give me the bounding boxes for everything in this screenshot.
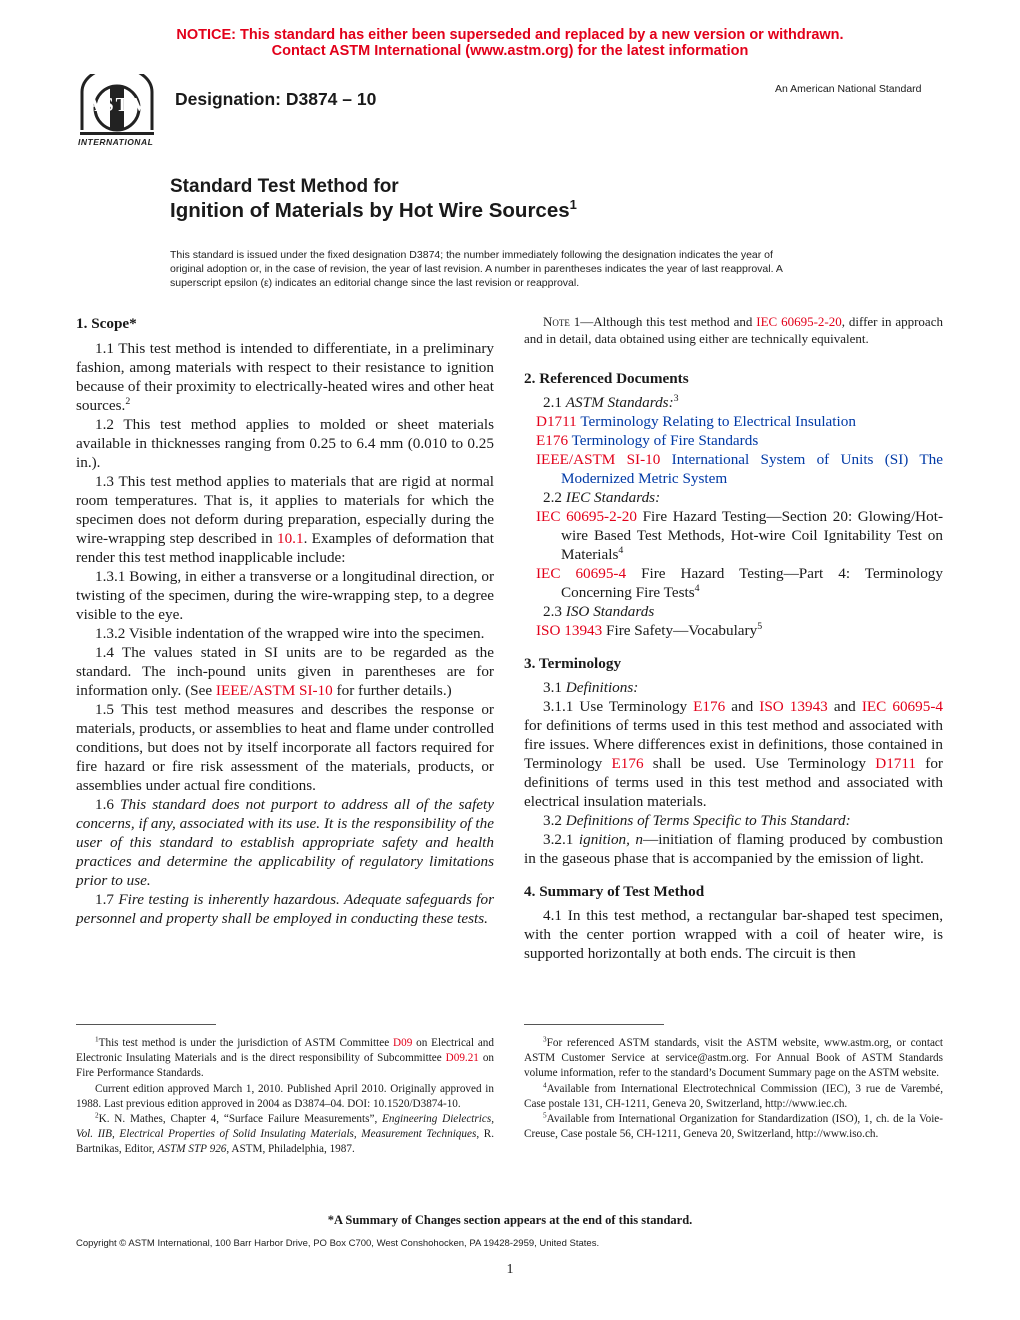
link-d09-21[interactable]: D09.21 [445,1052,479,1065]
right-column [524,314,943,963]
ref-title[interactable]: Terminology of Fire Standards [571,432,759,449]
designation: Designation: D3874 – 10 [175,89,377,109]
ref-code[interactable]: IEEE/ASTM SI-10 [536,451,661,468]
para-2-2: 2.2 IEC Standards: [543,489,661,506]
title-footnote-mark: 1 [569,197,577,213]
title-line-2 [170,199,577,223]
link-iso-13943[interactable]: ISO 13943 [759,698,828,715]
link-d1711[interactable]: D1711 [875,755,917,772]
title-main: Ignition of Materials by Hot Wire Sources [170,199,570,222]
ref-si10 [524,450,943,488]
para-1-3-1: 1.3.1 Bowing, in either a transverse or a longitudinal direction, or twisting of the specimen, during the wire-wrapping step, to a degree visible to the eye. [76,568,494,623]
footnotes-left [76,1036,494,1158]
copyright: Copyright © ASTM International, 100 Barr Harbor Drive, PO Box C700, West Conshohocken, PA 19428-2959, United States. [76,1238,600,1249]
left-column [76,314,494,928]
ref-code[interactable]: E176 [536,432,569,449]
para-3-2: 3.2 Definitions of Terms Specific to This Standard: [543,812,851,829]
para-3-1-1: 3.1.1 Use Terminology E176 and ISO 13943 and IEC 60695-4 for definitions of terms used in this test method and associated with fire issues. Where differences exist in definitions, those contained in Terminology E176 shall be used. Use Terminology D1711 for definitions of terms used in this test method and associated with electrical insulation materials. [524,698,943,810]
ref-title[interactable]: Terminology Relating to Electrical Insulation [580,413,856,430]
para-1-6: 1.6 This standard does not purport to address all of the safety concerns, if any, associated with its use. It is the responsibility of the user of this standard to establish appropriate safety and health practices and determine the applicability of regulatory limitations prior to use. [76,796,495,889]
ref-iec-60695-4: IEC 60695-4 Fire Hazard Testing—Part 4: Terminology Concerning Fire Tests$^4$ [536,565,943,601]
para-4-1: 4.1 In this test method, a rectangular bar-shaped test specimen, with the center portion wrapped with a coil of heater wire, is supported horizontally at both ends. The circuit is then [524,907,943,962]
footnote-1-edition: Current edition approved March 1, 2010. Published April 2010. Originally approved in 1988. Last previous edition approved in 2004 as D3874–04. DOI: 10.1520/D3874-10. [76,1082,494,1110]
para-2-1: 2.1 ASTM Standards:$^3$ [543,392,679,411]
link-d09[interactable]: D09 [393,1037,413,1049]
link-iec-60695-4[interactable]: IEC 60695-4 [861,698,943,715]
ref-e176 [524,431,943,450]
para-1-3: 1.3 This test method applies to materials that are rigid at normal room temperatures. That is, it applies to materials for which the specimen does not deform during preparation, especially during the wire-wrapping step described in 10.1. Examples of deformation that render this test method inapplicable include: [76,473,495,566]
issued-line-2: original adoption or, in the case of revision, the year of last revision. A number in parentheses indicates the year of last reapproval. A [170,263,783,275]
ref-code[interactable]: ISO 13943 [536,622,603,639]
ref-code[interactable]: IEC 60695-4 [536,565,627,582]
page-number: 1 [506,1262,514,1277]
para-1-1: 1.1 This test method is intended to differentiate, in a preliminary fashion, among materials with respect to their resistance to ignition because of their proximity to electrically-heated wires and other heat sources.$^2$ [76,340,494,414]
notice-line-1: NOTICE: This standard has either been superseded and replaced by a new version or withdrawn. [176,27,844,43]
refdocs-heading: 2. Referenced Documents [524,370,689,387]
issued-line-3: superscript epsilon (ε) indicates an editorial change since the last revision or reapproval. [170,277,580,289]
ref-iso-13943: ISO 13943 Fire Safety—Vocabulary$^5$ [536,620,763,639]
footnote-3: $^3$For referenced ASTM standards, visit the ASTM website, www.astm.org, or contact ASTM Customer Service at service@astm.org. For Annual Book of ASTM Standards volume information, refer to the standard’s Document Summary page on the ASTM website. [524,1035,943,1080]
para-1-5: 1.5 This test method measures and describes the response or materials, products, or assemblies to heat and flame under controlled conditions, but does not by itself incorporate all factors required for fire hazard or fire risk assessment of the materials, products, or assemblies under actual fire conditions. [76,701,494,794]
link-ieee-si10[interactable]: IEEE/ASTM SI-10 [215,682,333,699]
footnote-1: $^1$This test method is under the jurisdiction of ASTM Committee D09 on Electrical and Electronic Insulating Materials and is the direct responsibility of Subcommittee D09.21 on Fire Performance Standards. [76,1035,494,1080]
national-standard-label: An American National Standard [775,83,922,95]
para-1-7: 1.7 Fire testing is inherently hazardous. Adequate safeguards for personnel and property shall be employed in conducting these tests. [76,891,494,927]
footnote-4: $^4$Available from International Electrotechnical Commission (IEC), 3 rue de Varembé, Case postale 131, CH-1211, Geneva 20, Switzerland, http://www.iec.ch. [524,1080,943,1110]
para-3-1: 3.1 Definitions: [543,679,639,696]
issued-notice [170,248,860,290]
footnote-rule-left [76,1024,216,1025]
link-10-1[interactable]: 10.1 [276,530,304,547]
scope-heading: 1. Scope* [76,315,137,332]
title-line-1: Standard Test Method for [170,176,399,197]
ref-code[interactable]: IEC 60695-2-20 [536,508,637,525]
ref-code[interactable]: D1711 [536,413,577,430]
footnote-rule-right [524,1024,664,1025]
terminology-heading: 3. Terminology [524,655,622,672]
issued-line-1: This standard is issued under the fixed designation D3874; the number immediately following the designation indicates the year of [170,249,773,261]
link-iec-60695-2-20[interactable]: IEC 60695-2-20 [756,314,842,329]
note-1: Note 1—Although this test method and IEC 60695-2-20, differ in approach and in detail, data obtained using either are technically equivalent. [524,314,943,346]
astm-logo [72,74,162,152]
link-e176[interactable]: E176 [611,755,644,772]
summary-of-changes-note: *A Summary of Changes section appears at the end of this standard. [327,1213,693,1227]
logo-text: ASTM [86,94,152,116]
para-3-2-1: 3.2.1 ignition, n—initiation of flaming produced by combustion in the gaseous phase that is accompanied by the emission of light. [524,831,943,867]
ref-iec-60695-2-20: IEC 60695-2-20 Fire Hazard Testing—Section 20: Glowing/Hot-wire Based Test Methods, Hot-wire Coil Ignitability Test on Materials$^4$ [536,508,944,563]
para-2-3: 2.3 ISO Standards [543,603,655,620]
ref-title[interactable]: International System of Units (SI) The Modernized Metric System [561,451,944,487]
footnotes-right [524,1036,943,1142]
link-e176[interactable]: E176 [693,698,726,715]
notice-line-2: Contact ASTM International (www.astm.org) for the latest information [271,43,749,59]
para-1-3-2: 1.3.2 Visible indentation of the wrapped wire into the specimen. [95,625,485,642]
footnote-5: $^5$Available from International Organization for Standardization (ISO), 1, ch. de la Voie-Creuse, Case postale 56, CH-1211, Geneva 20, Switzerland, http://www.iso.ch. [524,1111,943,1141]
footnote-2: $^2$K. N. Mathes, Chapter 4, “Surface Failure Measurements”, Engineering Dielectrics, Vol. IIB, Electrical Properties of Solid Insulating Materials, Measurement Techniques, R. Bartnikas, Editor, ASTM STP 926, ASTM, Philadelphia, 1987. [76,1111,494,1156]
logo-sub: INTERNATIONAL [78,137,154,147]
ref-d1711 [524,412,943,431]
summary-heading: 4. Summary of Test Method [524,883,705,900]
para-1-2: 1.2 This test method applies to molded or sheet materials available in thicknesses ranging from 0.25 to 6.4 mm (0.010 to 0.25 in.). [76,416,494,471]
para-1-4: 1.4 The values stated in SI units are to be regarded as the standard. The inch-pound units given in parentheses are for information only. (See IEEE/ASTM SI-10 for further details.) [76,644,494,699]
